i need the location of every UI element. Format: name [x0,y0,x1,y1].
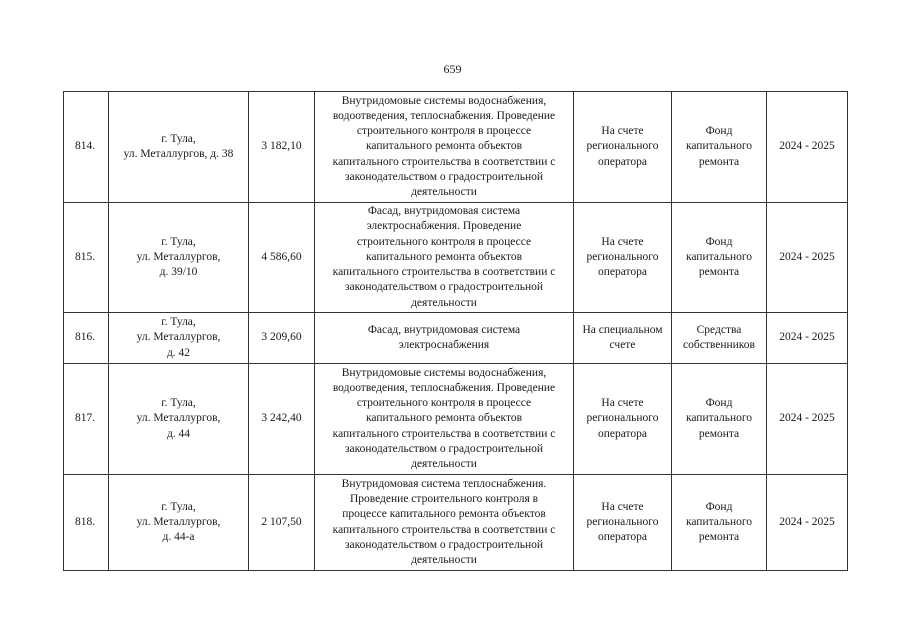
address-cell [109,203,249,313]
address-line: ул. Металлургов, [136,515,221,528]
address-line: д. 39/10 [159,266,198,279]
table-row [64,475,848,571]
table-row [64,203,848,313]
repair-period: 2024 - 2025 [767,475,848,571]
address-line: ул. Металлургов, [136,412,221,425]
account-type: На счете регионального оператора [574,92,672,203]
account-type: На счете регионального оператора [574,475,672,571]
row-number: 814. [64,92,109,203]
area-value: 3 209,60 [249,313,315,364]
address-line: д. 42 [166,346,191,359]
table-row [64,364,848,475]
funding-source: Средства собственников [672,313,767,364]
account-type: На специальном счете [574,313,672,364]
address-cell [109,313,249,364]
address-cell [109,92,249,203]
works-description: Фасад, внутридомовая система электроснабжения. Проведение строительного контроля в процессе капитального ремонта объектов капитального строительства в соответствии с законодательством о градостроительной деятельности [315,203,574,313]
row-number: 818. [64,475,109,571]
area-value: 2 107,50 [249,475,315,571]
works-description: Внутридомовая система теплоснабжения. Проведение строительного контроля в процессе капитального ремонта объектов капитального строительства в соответствии с законодательством о градостроительной деятельности [315,475,574,571]
funding-source: Фонд капитального ремонта [672,203,767,313]
address-line: д. 44 [166,427,191,440]
row-number: 816. [64,313,109,364]
address-line: г. Тула, [161,397,196,410]
address-line: ул. Металлургов, д. 38 [123,148,234,160]
funding-source: Фонд капитального ремонта [672,475,767,571]
repair-program-table [63,91,848,571]
address-line: г. Тула, [161,500,196,513]
area-value: 3 242,40 [249,364,315,475]
account-type: На счете регионального оператора [574,203,672,313]
address-cell [109,364,249,475]
address-line: г. Тула, [161,316,196,329]
row-number: 817. [64,364,109,475]
address-line: г. Тула, [161,132,196,145]
table-row [64,313,848,364]
works-description: Фасад, внутридомовая система электроснабжения [315,313,574,364]
works-description: Внутридомовые системы водоснабжения, водоотведения, теплоснабжения. Проведение строительного контроля в процессе капитального ремонта объектов капитального строительства в соответствии с законодательством о градостроительной деятельности [315,364,574,475]
repair-period: 2024 - 2025 [767,203,848,313]
address-cell [109,475,249,571]
address-line: г. Тула, [161,235,196,248]
address-line: ул. Металлургов, [136,331,221,344]
funding-source: Фонд капитального ремонта [672,364,767,475]
works-description: Внутридомовые системы водоснабжения, водоотведения, теплоснабжения. Проведение строительного контроля в процессе капитального ремонта объектов капитального строительства в соответствии с законодательством о градостроительной деятельности [315,92,574,203]
area-value: 3 182,10 [249,92,315,203]
repair-period: 2024 - 2025 [767,364,848,475]
address-line: ул. Металлургов, [136,250,221,263]
row-number: 815. [64,203,109,313]
address-line: д. 44-а [162,531,195,544]
repair-period: 2024 - 2025 [767,313,848,364]
area-value: 4 586,60 [249,203,315,313]
table-row [64,92,848,203]
account-type: На счете регионального оператора [574,364,672,475]
page-number: 659 [443,62,462,76]
repair-period: 2024 - 2025 [767,92,848,203]
funding-source: Фонд капитального ремонта [672,92,767,203]
